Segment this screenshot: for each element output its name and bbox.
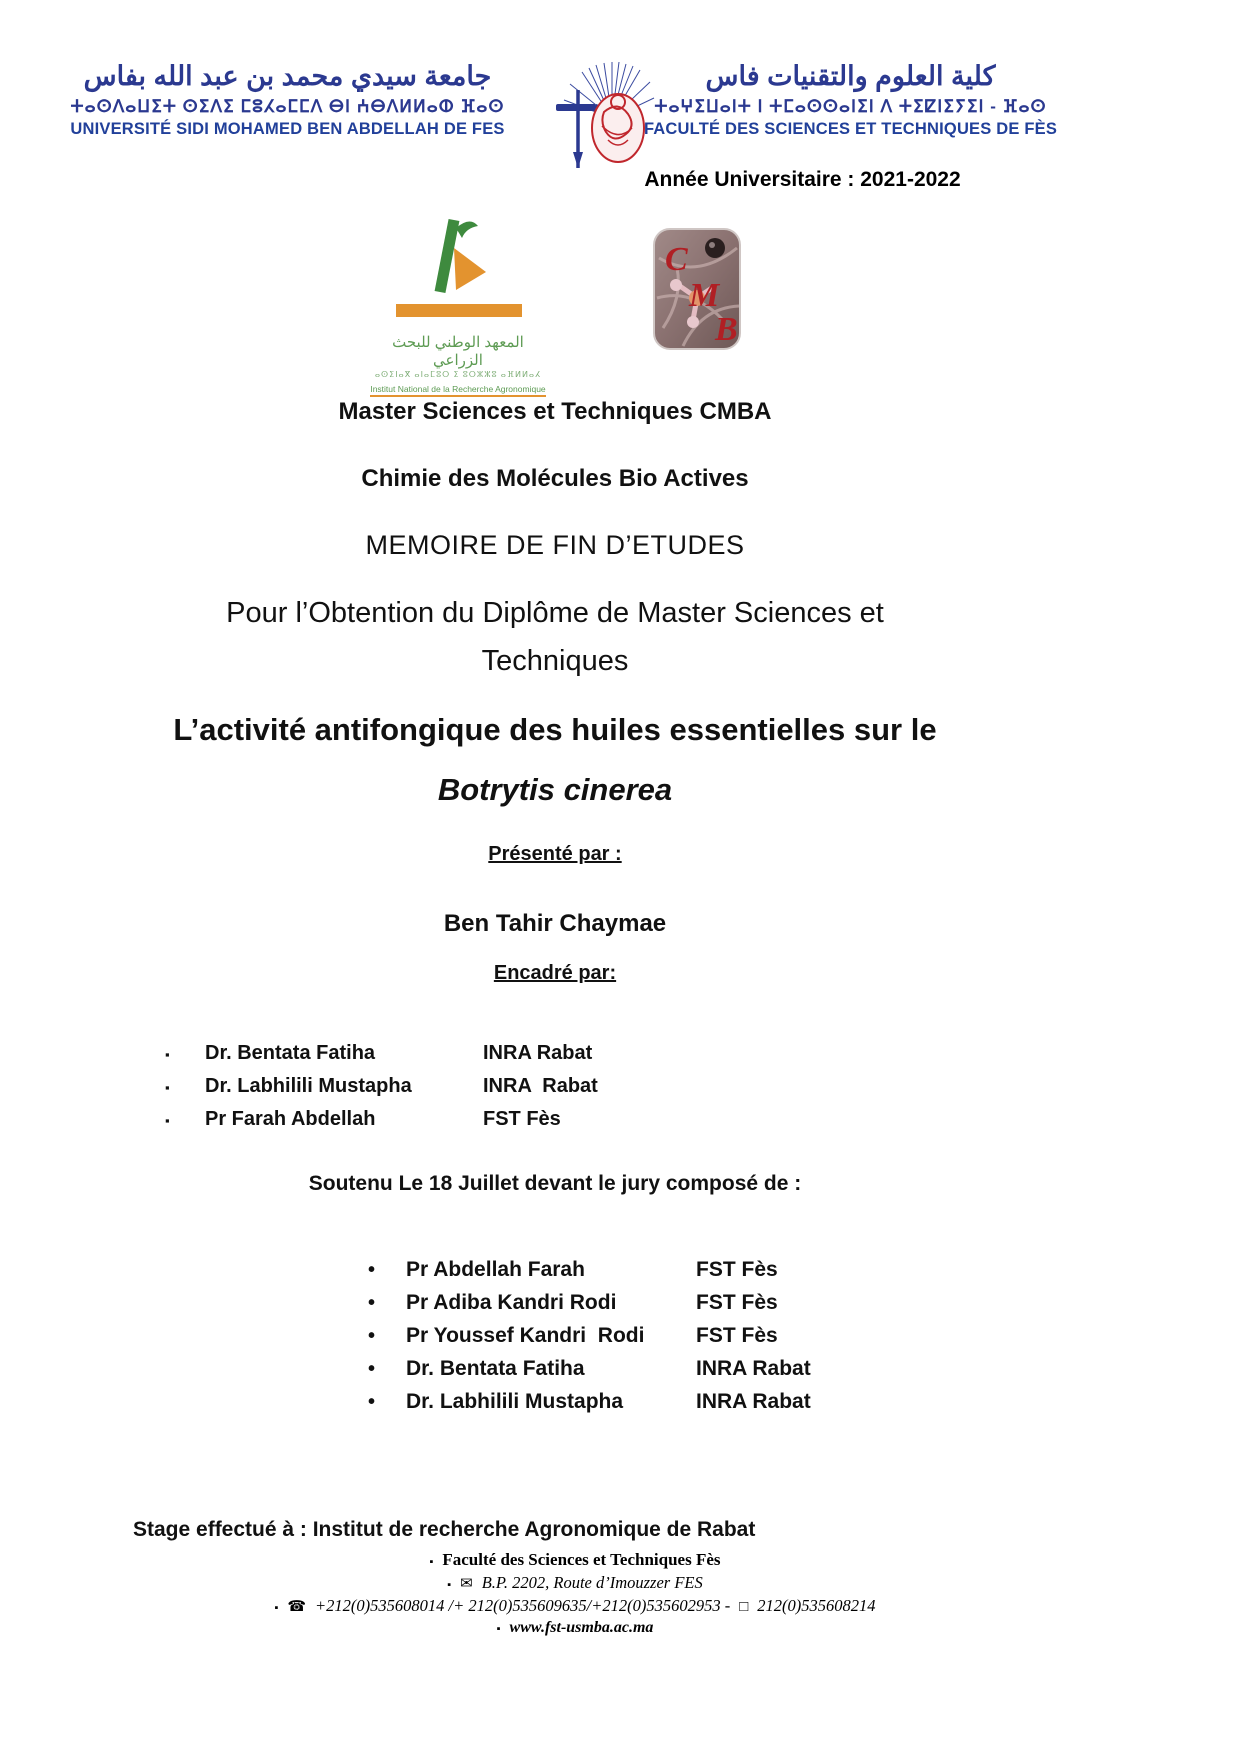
footer-institution-line: [65, 1550, 1085, 1573]
jury-member-name: Pr Abdellah Farah: [406, 1258, 585, 1281]
jury-row: [368, 1258, 811, 1291]
cmba-letter-c: C: [665, 241, 688, 278]
supervisor-affiliation: INRA Rabat: [483, 1075, 598, 1097]
inra-name-arabic: المعهد الوطني للبحث الزراعي: [392, 334, 524, 369]
supervisor-name: Dr. Bentata Fatiha: [205, 1042, 376, 1064]
supervisors-list: [165, 1042, 598, 1141]
square-bullet-icon: ▪: [496, 1623, 501, 1635]
jury-member-name: Dr. Bentata Fatiha: [406, 1357, 585, 1380]
supervisor-name: Pr Farah Abdellah: [205, 1108, 376, 1130]
presented-by-label: Présenté par :: [488, 843, 622, 865]
jury-member-affiliation: FST Fès: [696, 1258, 778, 1281]
university-name-tifinagh: ⵜⴰⵙⴷⴰⵡⵉⵜ ⵙⵉⴷⵉ ⵎⵓⵃⴰⵎⵎⴷ ⴱⵏ ⵄⴱⴷⵍⵍⴰⵀ ⴼⴰⵙ: [70, 96, 505, 116]
supervisor-row: [165, 1042, 598, 1075]
footer-phones-line: [65, 1596, 1085, 1619]
master-title: Master Sciences et Techniques CMBA: [338, 398, 772, 425]
round-bullet-icon: •: [368, 1358, 376, 1380]
square-bullet-icon: ▪: [165, 1080, 170, 1095]
supervisor-affiliation: INRA Rabat: [483, 1042, 593, 1064]
phone-icon: ☎: [287, 1599, 307, 1615]
author-name: Ben Tahir Chaymae: [443, 910, 667, 937]
supervisor-name: Dr. Labhilili Mustapha: [205, 1075, 412, 1097]
faculty-name-latin: FACULTÉ DES SCIENCES ET TECHNIQUES DE FÈS: [643, 120, 1058, 138]
round-bullet-icon: •: [368, 1292, 376, 1314]
specialty-title: Chimie des Molécules Bio Actives: [361, 465, 749, 492]
internship-location: Stage effectué à : Institut de recherche Agronomique de Rabat: [133, 1518, 756, 1541]
jury-row: [368, 1291, 811, 1324]
round-bullet-icon: •: [368, 1391, 376, 1413]
purpose-line-2: Techniques: [481, 645, 629, 677]
jury-member-affiliation: INRA Rabat: [696, 1390, 811, 1413]
supervised-by-label: Encadré par:: [493, 962, 617, 984]
jury-row: [368, 1324, 811, 1357]
jury-member-name: Dr. Labhilili Mustapha: [406, 1390, 624, 1413]
round-bullet-icon: •: [368, 1259, 376, 1281]
jury-member-name: Pr Youssef Kandri Rodi: [406, 1324, 645, 1347]
jury-list: [368, 1258, 811, 1423]
footer-contact-block: [65, 1550, 1085, 1642]
cmba-letter-b: B: [715, 311, 738, 348]
purpose-line-1: Pour l’Obtention du Diplôme de Master Sciences et: [226, 597, 884, 629]
university-header-block: [70, 60, 505, 140]
thesis-title-line-2: Botrytis cinerea: [437, 772, 673, 807]
footer-phone-numbers: +212(0)535608014 /+ 212(0)535609635/+212(0)535602953 -: [315, 1596, 731, 1615]
square-bullet-icon: ▪: [165, 1047, 170, 1062]
footer-website-line: [65, 1619, 1085, 1642]
jury-member-name: Pr Adiba Kandri Rodi: [406, 1291, 617, 1314]
university-name-arabic: جامعة سيدي محمد بن عبد الله بفاس: [83, 61, 492, 91]
supervisor-row: [165, 1108, 598, 1141]
square-bullet-icon: ▪: [274, 1602, 279, 1614]
footer-website: www.fst-usmba.ac.ma: [509, 1619, 654, 1636]
university-name-latin: UNIVERSITÉ SIDI MOHAMED BEN ABDELLAH DE FES: [70, 120, 505, 138]
mail-icon: ✉: [460, 1576, 473, 1592]
cmba-logo-icon: [653, 228, 741, 350]
faculty-name-arabic: كلية العلوم والتقنيات فاس: [705, 61, 996, 91]
supervisor-affiliation: FST Fès: [483, 1108, 561, 1130]
inra-name-latin: Institut National de la Recherche Agronomique: [370, 384, 545, 397]
fax-icon: □: [739, 1599, 749, 1615]
footer-institution: Faculté des Sciences et Techniques Fès: [442, 1550, 721, 1569]
jury-row: [368, 1390, 811, 1423]
jury-member-affiliation: FST Fès: [696, 1324, 778, 1347]
inra-logo-icon: [368, 214, 548, 324]
memoire-title: MEMOIRE DE FIN D’ETUDES: [365, 530, 745, 560]
jury-row: [368, 1357, 811, 1390]
supervisor-row: [165, 1075, 598, 1108]
square-bullet-icon: ▪: [447, 1579, 452, 1591]
academic-year: Année Universitaire : 2021-2022: [644, 168, 961, 191]
thesis-title-line-1: L’activité antifongique des huiles essentielles sur le: [173, 712, 937, 747]
footer-address-line: [65, 1573, 1085, 1596]
defense-intro: Soutenu Le 18 Juillet devant le jury composé de :: [308, 1172, 802, 1195]
jury-member-affiliation: INRA Rabat: [696, 1357, 811, 1380]
inra-logo-block: [368, 214, 548, 397]
footer-fax-number: 212(0)535608214: [757, 1596, 876, 1615]
faculty-name-tifinagh: ⵜⴰⵖⵉⵡⴰⵏⵜ ⵏ ⵜⵎⴰⵙⵙⴰⵏⵉⵏ ⴷ ⵜⵉⵇⵏⵉⵢⵉⵏ - ⴼⴰⵙ: [654, 96, 1047, 116]
inra-name-tifinagh: ⴰⵙⵉⵏⴰⴳ ⴰⵏⴰⵎⵓⵔ ⵉ ⵓⵔⵣⵣⵓ ⴰⴼⵍⵍⴰⵃ: [374, 370, 542, 379]
cmba-letter-m: M: [689, 277, 720, 314]
faculty-header-block: [638, 60, 1063, 140]
square-bullet-icon: ▪: [429, 1556, 434, 1568]
footer-address: B.P. 2202, Route d’Imouzzer FES: [481, 1573, 703, 1592]
square-bullet-icon: ▪: [165, 1113, 170, 1128]
round-bullet-icon: •: [368, 1325, 376, 1347]
jury-member-affiliation: FST Fès: [696, 1291, 778, 1314]
